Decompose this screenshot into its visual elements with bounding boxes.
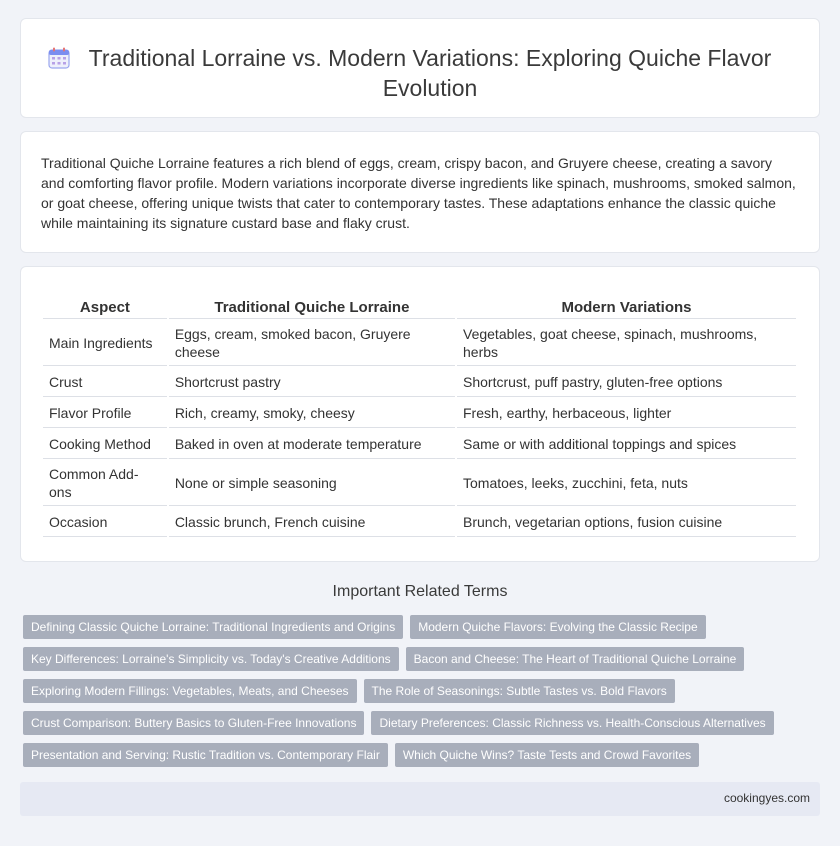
related-term-tag[interactable]: Key Differences: Lorraine's Simplicity vs. Today's Creative Additions [23, 647, 399, 671]
intro-card [20, 131, 820, 253]
table-row [43, 461, 796, 506]
related-term-tag[interactable]: Defining Classic Quiche Lorraine: Traditional Ingredients and Origins [23, 615, 403, 639]
related-terms-list [23, 615, 813, 767]
table-cell: Shortcrust, puff pastry, gluten-free options [457, 368, 796, 397]
related-term-tag[interactable]: Modern Quiche Flavors: Evolving the Classic Recipe [410, 615, 705, 639]
header-card [20, 18, 820, 118]
table-cell: Common Add-ons [43, 461, 167, 506]
table-header-row [43, 296, 796, 319]
related-term-tag[interactable]: Dietary Preferences: Classic Richness vs. Health-Conscious Alternatives [371, 711, 773, 735]
table-cell: Shortcrust pastry [169, 368, 455, 397]
table-cell: Rich, creamy, smoky, cheesy [169, 399, 455, 428]
table-cell: Brunch, vegetarian options, fusion cuisine [457, 508, 796, 537]
page-title: Traditional Lorraine vs. Modern Variations: Exploring Quiche Flavor Evolution [88, 45, 772, 101]
footer-site-link[interactable]: cookingyes.com [723, 791, 810, 805]
table-cell: Occasion [43, 508, 167, 537]
related-term-tag[interactable]: Bacon and Cheese: The Heart of Traditional Quiche Lorraine [406, 647, 745, 671]
footer [20, 782, 820, 816]
table-row [43, 321, 796, 366]
table-cell: Classic brunch, French cuisine [169, 508, 455, 537]
table-cell: Flavor Profile [43, 399, 167, 428]
related-term-tag[interactable]: Exploring Modern Fillings: Vegetables, Meats, and Cheeses [23, 679, 357, 703]
related-term-tag[interactable]: Presentation and Serving: Rustic Tradition vs. Contemporary Flair [23, 743, 388, 767]
table-row [43, 399, 796, 428]
intro-paragraph: Traditional Quiche Lorraine features a rich blend of eggs, cream, crispy bacon, and Gruyere cheese, creating a savory and comforting flavor profile. Modern variations incorporate diverse ingredients like spinach, mushrooms, smoked salmon, or goat cheese, offering unique twists that cater to contemporary tastes. These adaptations enhance the classic quiche while maintaining its signature custard base and flaky crust. [41, 155, 796, 231]
table-row [43, 430, 796, 459]
related-terms-heading: Important Related Terms [332, 583, 508, 600]
column-header: Aspect [43, 296, 167, 319]
table-cell: None or simple seasoning [169, 461, 455, 506]
related-term-tag[interactable]: Which Quiche Wins? Taste Tests and Crowd Favorites [395, 743, 699, 767]
column-header: Modern Variations [457, 296, 796, 319]
table-cell: Vegetables, goat cheese, spinach, mushrooms, herbs [457, 321, 796, 366]
table-row [43, 368, 796, 397]
table-cell: Same or with additional toppings and spices [457, 430, 796, 459]
table-cell: Crust [43, 368, 167, 397]
related-term-tag[interactable]: Crust Comparison: Buttery Basics to Gluten-Free Innovations [23, 711, 364, 735]
table-cell: Tomatoes, leeks, zucchini, feta, nuts [457, 461, 796, 506]
comparison-table-card [20, 266, 820, 562]
table-cell: Eggs, cream, smoked bacon, Gruyere cheese [169, 321, 455, 366]
related-term-tag[interactable]: The Role of Seasonings: Subtle Tastes vs. Bold Flavors [364, 679, 675, 703]
table-row [43, 508, 796, 537]
comparison-table [41, 294, 798, 539]
table-cell: Cooking Method [43, 430, 167, 459]
table-cell: Baked in oven at moderate temperature [169, 430, 455, 459]
column-header: Traditional Quiche Lorraine [169, 296, 455, 319]
table-cell: Main Ingredients [43, 321, 167, 366]
table-cell: Fresh, earthy, herbaceous, lighter [457, 399, 796, 428]
